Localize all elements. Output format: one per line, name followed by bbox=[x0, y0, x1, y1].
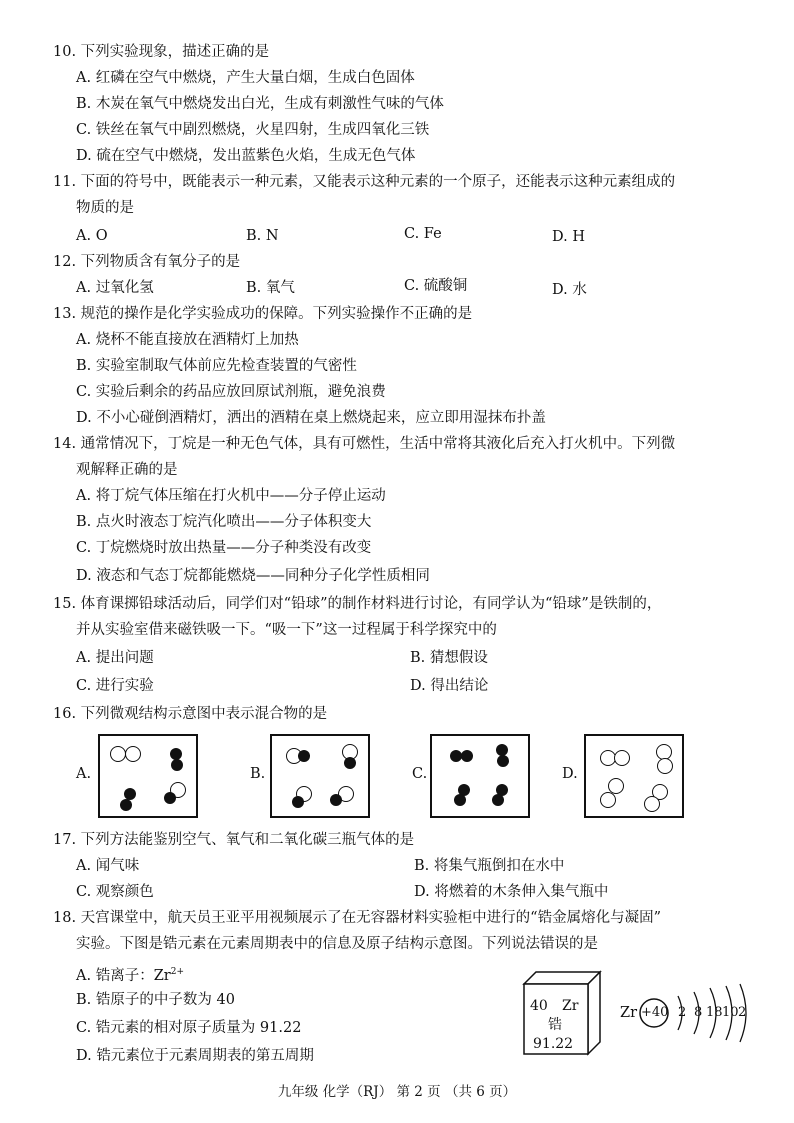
q10-option-b[interactable]: B. 木炭在氧气中燃烧发出白光，生成有刺激性气味的气体 bbox=[76, 96, 444, 112]
white-atom bbox=[614, 750, 630, 766]
q16-stem: 16. 下列微观结构示意图中表示混合物的是 bbox=[53, 706, 328, 722]
q11-option-b[interactable]: B. N bbox=[246, 228, 279, 244]
q15-stem-line1: 15. 体育课掷铅球活动后，同学们对“铅球”的制作材料进行讨论，有同学认为“铅球”是铁制的， bbox=[53, 596, 662, 612]
q11-option-c[interactable]: C. Fe bbox=[404, 226, 442, 242]
q16-diagram-c[interactable] bbox=[430, 734, 530, 818]
q17-option-c[interactable]: C. 观察颜色 bbox=[76, 884, 154, 900]
q16-diagram-d[interactable] bbox=[584, 734, 684, 818]
page-footer: 九年级 化学（RJ） 第 2 页 （共 6 页） bbox=[277, 1084, 517, 1100]
shell-2-electrons: 8 bbox=[694, 1005, 703, 1020]
q12-option-a[interactable]: A. 过氧化氢 bbox=[76, 280, 154, 296]
black-atom bbox=[120, 799, 132, 811]
q11-stem-line2: 物质的是 bbox=[76, 200, 134, 216]
black-atom bbox=[171, 759, 183, 771]
atom-symbol: Zr bbox=[620, 1005, 638, 1021]
black-atom bbox=[344, 757, 356, 769]
q12-option-c[interactable]: C. 硫酸铜 bbox=[404, 278, 468, 294]
q14-stem-line2: 观解释正确的是 bbox=[76, 462, 178, 478]
q17-option-d[interactable]: D. 将燃着的木条伸入集气瓶中 bbox=[414, 884, 609, 900]
white-atom bbox=[600, 792, 616, 808]
q18-option-a[interactable] bbox=[76, 962, 184, 986]
q16-label-a[interactable]: A. bbox=[76, 766, 92, 782]
white-atom bbox=[125, 746, 141, 762]
shell-5-electrons: 2 bbox=[738, 1005, 747, 1020]
q11-stem-line1: 11. 下面的符号中，既能表示一种元素，又能表示这种元素的一个原子，还能表示这种元素组成的 bbox=[53, 174, 676, 190]
q13-option-c[interactable]: C. 实验后剩余的药品应放回原试剂瓶，避免浪费 bbox=[76, 384, 386, 400]
shell-4-electrons: 10 bbox=[722, 1005, 739, 1020]
q15-option-b[interactable]: B. 猜想假设 bbox=[410, 650, 488, 666]
q16-diagram-b[interactable] bbox=[270, 734, 370, 818]
q12-option-d[interactable]: D. 水 bbox=[552, 282, 587, 298]
q14-option-c[interactable]: C. 丁烷燃烧时放出热量——分子种类没有改变 bbox=[76, 540, 372, 556]
q13-option-b[interactable]: B. 实验室制取气体前应先检查装置的气密性 bbox=[76, 358, 357, 374]
white-atom bbox=[110, 746, 126, 762]
black-atom bbox=[298, 750, 310, 762]
shell-3-electrons: 18 bbox=[706, 1005, 723, 1020]
q15-stem-line2: 并从实验室借来磁铁吸一下。“吸一下”这一过程属于科学探究中的 bbox=[76, 622, 497, 638]
q12-option-b[interactable]: B. 氧气 bbox=[246, 280, 295, 296]
q10-option-c[interactable]: C. 铁丝在氧气中剧烈燃烧，火星四射，生成四氧化三铁 bbox=[76, 122, 430, 138]
q18-stem-line2: 实验。下图是锆元素在元素周期表中的信息及原子结构示意图。下列说法错误的是 bbox=[76, 936, 598, 952]
element-mass: 91.22 bbox=[533, 1036, 574, 1052]
q16-label-b[interactable]: B. bbox=[250, 766, 266, 782]
q14-option-a[interactable]: A. 将丁烷气体压缩在打火机中——分子停止运动 bbox=[76, 488, 386, 504]
q17-option-b[interactable]: B. 将集气瓶倒扣在水中 bbox=[414, 858, 565, 874]
white-atom bbox=[644, 796, 660, 812]
q18-option-a-prefix: A. 锆离子： bbox=[76, 967, 154, 984]
q13-option-a[interactable]: A. 烧杯不能直接放在酒精灯上加热 bbox=[76, 332, 299, 348]
black-atom bbox=[461, 750, 473, 762]
q18-option-c[interactable]: C. 锆元素的相对原子质量为 91.22 bbox=[76, 1020, 302, 1036]
q10-option-d[interactable]: D. 硫在空气中燃烧，发出蓝紫色火焰，生成无色气体 bbox=[76, 148, 416, 164]
q13-option-d[interactable]: D. 不小心碰倒酒精灯，洒出的酒精在桌上燃烧起来，应立即用湿抹布扑盖 bbox=[76, 410, 546, 426]
q16-diagram-a[interactable] bbox=[98, 734, 198, 818]
q14-option-d[interactable]: D. 液态和气态丁烷都能燃烧——同种分子化学性质相同 bbox=[76, 568, 430, 584]
element-name: 锆 bbox=[548, 1017, 562, 1033]
q17-option-a[interactable]: A. 闻气味 bbox=[76, 858, 140, 874]
black-atom bbox=[330, 794, 342, 806]
q16-label-c[interactable]: C. bbox=[412, 766, 428, 782]
q14-option-b[interactable]: B. 点火时液态丁烷汽化喷出——分子体积变大 bbox=[76, 514, 372, 530]
q18-option-b[interactable]: B. 锆原子的中子数为 40 bbox=[76, 992, 235, 1008]
q18-stem-line1: 18. 天宫课堂中，航天员王亚平用视频展示了在无容器材料实验柜中进行的“锆金属熔化与凝固” bbox=[53, 910, 661, 926]
black-atom bbox=[292, 796, 304, 808]
black-atom bbox=[164, 792, 176, 804]
q10-option-a[interactable]: A. 红磷在空气中燃烧，产生大量白烟，生成白色固体 bbox=[76, 70, 415, 86]
q16-label-d[interactable]: D. bbox=[562, 766, 578, 782]
white-atom bbox=[657, 758, 673, 774]
black-atom bbox=[497, 755, 509, 767]
black-atom bbox=[492, 794, 504, 806]
q15-option-d[interactable]: D. 得出结论 bbox=[410, 678, 489, 694]
q12-stem: 12. 下列物质含有氧分子的是 bbox=[53, 254, 241, 270]
q13-stem: 13. 规范的操作是化学实验成功的保障。下列实验操作不正确的是 bbox=[53, 306, 473, 322]
zr-ion-charge: 2+ bbox=[170, 967, 184, 977]
atom-nucleus-charge: +40 bbox=[641, 1005, 669, 1020]
shell-1-electrons: 2 bbox=[678, 1005, 687, 1020]
q10-stem: 10. 下列实验现象，描述正确的是 bbox=[53, 44, 270, 60]
q14-stem-line1: 14. 通常情况下，丁烷是一种无色气体，具有可燃性，生活中常将其液化后充入打火机中。下列微 bbox=[53, 436, 676, 452]
q15-option-c[interactable]: C. 进行实验 bbox=[76, 678, 154, 694]
q11-option-d[interactable]: D. H bbox=[552, 229, 585, 245]
q18-option-d[interactable]: D. 锆元素位于元素周期表的第五周期 bbox=[76, 1048, 314, 1064]
q11-option-a[interactable]: A. O bbox=[76, 228, 108, 244]
q15-option-a[interactable]: A. 提出问题 bbox=[76, 650, 154, 666]
zr-ion-symbol: Zr bbox=[153, 967, 171, 984]
q17-stem: 17. 下列方法能鉴别空气、氧气和二氧化碳三瓶气体的是 bbox=[53, 832, 415, 848]
black-atom bbox=[454, 794, 466, 806]
element-symbol: Zr bbox=[562, 998, 579, 1014]
element-atomic-number: 40 bbox=[530, 998, 548, 1014]
